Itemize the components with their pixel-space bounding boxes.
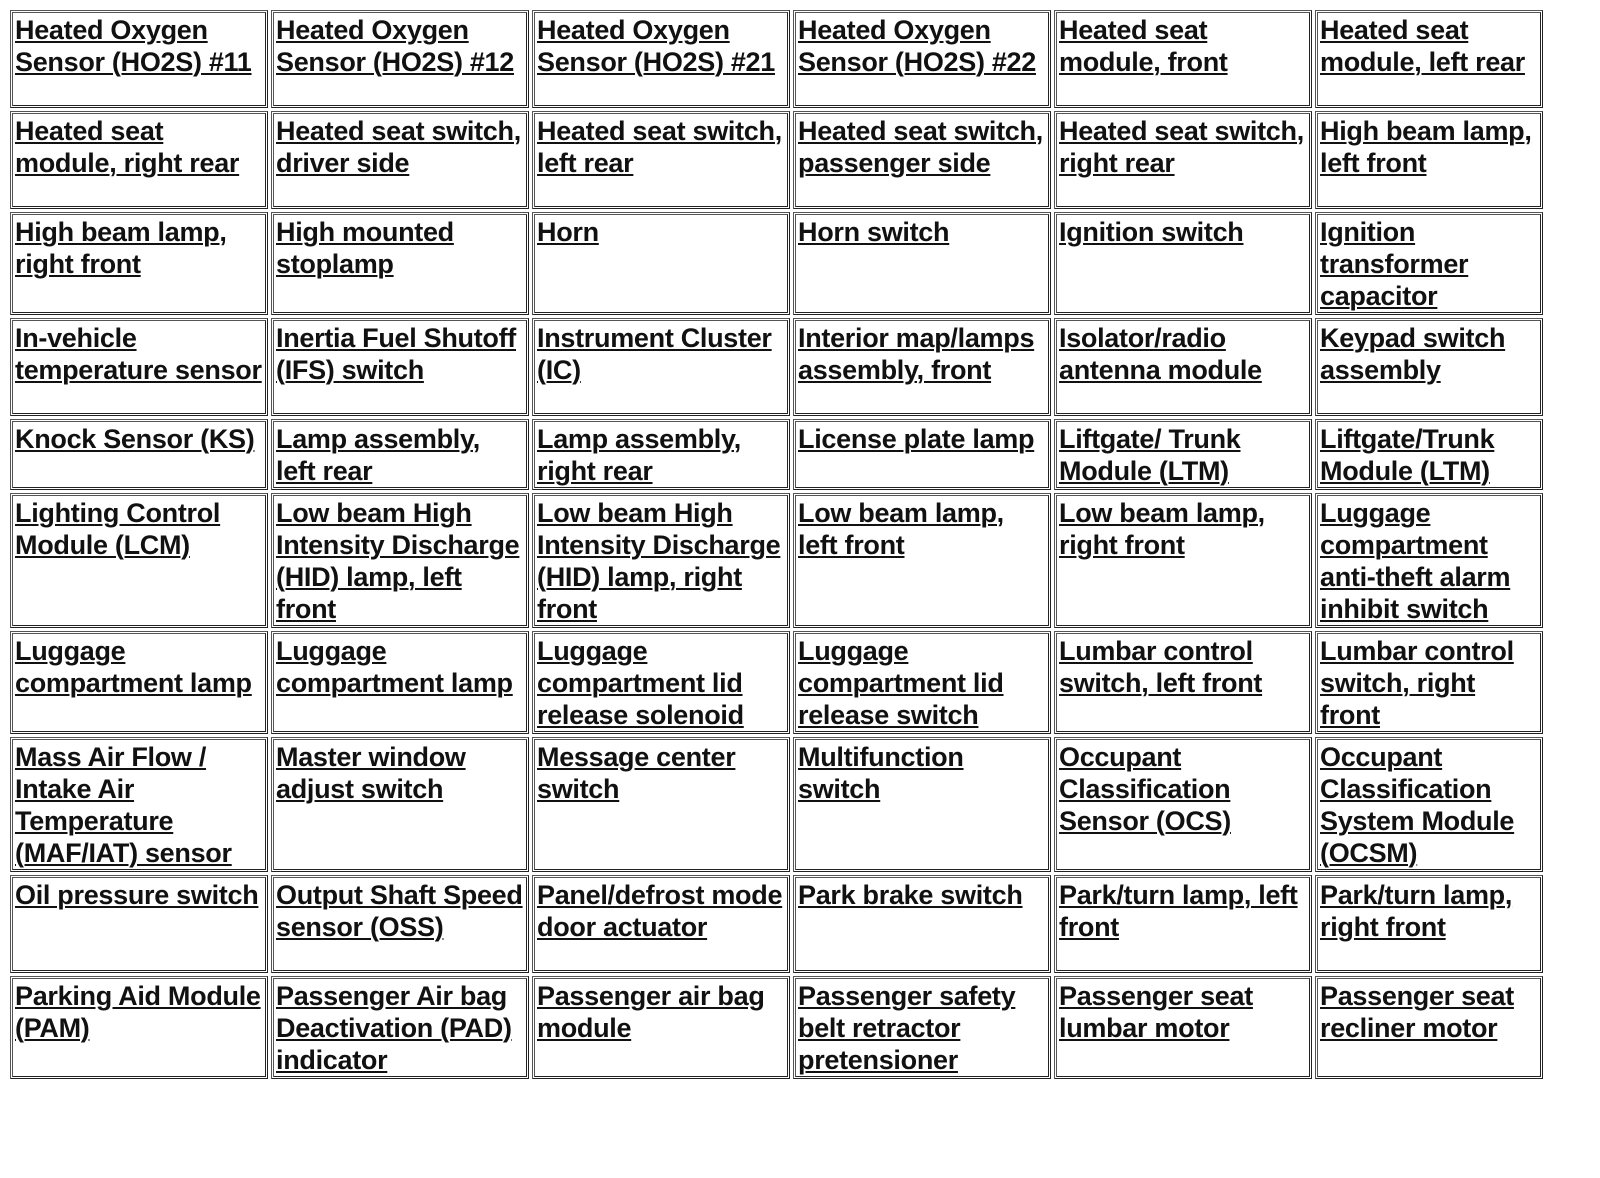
component-link[interactable]: Oil pressure switch bbox=[15, 880, 259, 910]
table-cell bbox=[271, 111, 529, 209]
table-cell bbox=[793, 976, 1051, 1079]
component-link[interactable]: Luggage compartment anti-theft alarm inhibit switch bbox=[1320, 498, 1511, 624]
table-cell bbox=[10, 111, 268, 209]
component-link[interactable]: Passenger seat lumbar motor bbox=[1059, 981, 1253, 1043]
component-link[interactable]: Instrument Cluster (IC) bbox=[537, 323, 772, 385]
table-cell bbox=[271, 493, 529, 628]
component-link[interactable]: Lamp assembly, left rear bbox=[276, 424, 480, 486]
table-row bbox=[10, 493, 1543, 628]
table-row bbox=[10, 111, 1543, 209]
table-cell bbox=[532, 493, 790, 628]
table-cell bbox=[10, 493, 268, 628]
table-cell bbox=[1315, 212, 1543, 315]
component-link[interactable]: Passenger air bag module bbox=[537, 981, 765, 1043]
table-cell bbox=[532, 875, 790, 973]
table-cell bbox=[10, 10, 268, 108]
component-index-table bbox=[7, 7, 1546, 1082]
component-link[interactable]: Luggage compartment lid release solenoid bbox=[537, 636, 744, 730]
table-cell bbox=[793, 111, 1051, 209]
component-link[interactable]: Heated seat switch, passenger side bbox=[798, 116, 1043, 178]
table-cell bbox=[271, 419, 529, 490]
component-link[interactable]: Passenger Air bag Deactivation (PAD) indicator bbox=[276, 981, 512, 1075]
component-link[interactable]: Passenger seat recliner motor bbox=[1320, 981, 1514, 1043]
table-cell bbox=[10, 631, 268, 734]
component-link[interactable]: Master window adjust switch bbox=[276, 742, 466, 804]
table-cell bbox=[532, 631, 790, 734]
component-link[interactable]: Low beam High Intensity Discharge (HID) lamp, right front bbox=[537, 498, 781, 624]
component-link[interactable]: In-vehicle temperature sensor bbox=[15, 323, 262, 385]
component-link[interactable]: Heated Oxygen Sensor (HO2S) #22 bbox=[798, 15, 1036, 77]
component-link[interactable]: Luggage compartment lamp bbox=[276, 636, 513, 698]
table-row bbox=[10, 419, 1543, 490]
component-link[interactable]: Mass Air Flow / Intake Air Temperature (MAF/IAT) sensor bbox=[15, 742, 232, 868]
table-cell bbox=[793, 212, 1051, 315]
component-link[interactable]: Luggage compartment lid release switch bbox=[798, 636, 1004, 730]
table-cell bbox=[1054, 493, 1312, 628]
table-cell bbox=[10, 976, 268, 1079]
component-link[interactable]: Interior map/lamps assembly, front bbox=[798, 323, 1035, 385]
table-row bbox=[10, 318, 1543, 416]
table-cell bbox=[1315, 111, 1543, 209]
table-cell bbox=[10, 875, 268, 973]
component-link[interactable]: Lighting Control Module (LCM) bbox=[15, 498, 221, 560]
table-cell bbox=[532, 111, 790, 209]
table-cell bbox=[271, 737, 529, 872]
component-link[interactable]: Heated seat switch, left rear bbox=[537, 116, 782, 178]
component-link[interactable]: Heated seat switch, right rear bbox=[1059, 116, 1304, 178]
table-cell bbox=[1054, 631, 1312, 734]
component-link[interactable]: Liftgate/ Trunk Module (LTM) bbox=[1059, 424, 1241, 486]
table-row bbox=[10, 875, 1543, 973]
component-link[interactable]: High mounted stoplamp bbox=[276, 217, 454, 279]
table-cell bbox=[1054, 875, 1312, 973]
component-link[interactable]: Lumbar control switch, left front bbox=[1059, 636, 1263, 698]
table-row bbox=[10, 212, 1543, 315]
component-link[interactable]: Occupant Classification System Module (OCSM) bbox=[1320, 742, 1515, 868]
component-link[interactable]: Lumbar control switch, right front bbox=[1320, 636, 1514, 730]
table-cell bbox=[1054, 419, 1312, 490]
table-cell bbox=[1315, 631, 1543, 734]
table-cell bbox=[1315, 976, 1543, 1079]
table-cell bbox=[271, 875, 529, 973]
table-cell bbox=[1054, 111, 1312, 209]
component-link[interactable]: Heated Oxygen Sensor (HO2S) #21 bbox=[537, 15, 775, 77]
table-row bbox=[10, 976, 1543, 1079]
component-link[interactable]: Parking Aid Module (PAM) bbox=[15, 981, 261, 1043]
component-link[interactable]: Horn switch bbox=[798, 217, 950, 247]
table-row bbox=[10, 737, 1543, 872]
table-cell bbox=[10, 212, 268, 315]
component-link[interactable]: High beam lamp, right front bbox=[15, 217, 227, 279]
table-cell bbox=[1315, 875, 1543, 973]
component-link[interactable]: High beam lamp, left front bbox=[1320, 116, 1532, 178]
component-link[interactable]: Low beam High Intensity Discharge (HID) lamp, left front bbox=[276, 498, 520, 624]
table-cell bbox=[1315, 318, 1543, 416]
component-link[interactable]: Occupant Classification Sensor (OCS) bbox=[1059, 742, 1231, 836]
table-cell bbox=[10, 318, 268, 416]
table-cell bbox=[271, 631, 529, 734]
component-link[interactable]: Heated seat module, right rear bbox=[15, 116, 240, 178]
table-cell bbox=[1315, 493, 1543, 628]
component-link[interactable]: Park/turn lamp, right front bbox=[1320, 880, 1513, 942]
table-cell bbox=[793, 737, 1051, 872]
component-link[interactable]: Ignition transformer capacitor bbox=[1320, 217, 1469, 311]
table-cell bbox=[271, 10, 529, 108]
component-link[interactable]: Multifunction switch bbox=[798, 742, 964, 804]
table-cell bbox=[532, 419, 790, 490]
table-cell bbox=[1054, 976, 1312, 1079]
component-link[interactable]: Low beam lamp, right front bbox=[1059, 498, 1265, 560]
component-link[interactable]: Lamp assembly, right rear bbox=[537, 424, 741, 486]
component-link[interactable]: Ignition switch bbox=[1059, 217, 1244, 247]
table-cell bbox=[1315, 10, 1543, 108]
table-cell bbox=[793, 875, 1051, 973]
table-cell bbox=[1054, 10, 1312, 108]
table-cell bbox=[1315, 419, 1543, 490]
component-link[interactable]: Inertia Fuel Shutoff (IFS) switch bbox=[276, 323, 516, 385]
component-link[interactable]: Low beam lamp, left front bbox=[798, 498, 1004, 560]
component-link[interactable]: Knock Sensor (KS) bbox=[15, 424, 255, 454]
table-row bbox=[10, 631, 1543, 734]
component-link[interactable]: Heated Oxygen Sensor (HO2S) #11 bbox=[15, 15, 252, 77]
table-cell bbox=[793, 318, 1051, 416]
component-link[interactable]: Passenger safety belt retractor pretensioner bbox=[798, 981, 1016, 1075]
table-cell bbox=[1054, 737, 1312, 872]
table-cell bbox=[793, 493, 1051, 628]
table-cell bbox=[10, 419, 268, 490]
table-cell bbox=[10, 737, 268, 872]
table-cell bbox=[793, 10, 1051, 108]
component-link[interactable]: Liftgate/Trunk Module (LTM) bbox=[1320, 424, 1495, 486]
component-link[interactable]: Isolator/radio antenna module bbox=[1059, 323, 1262, 385]
component-link[interactable]: Output Shaft Speed sensor (OSS) bbox=[276, 880, 523, 942]
table-row bbox=[10, 10, 1543, 108]
component-link[interactable]: Horn bbox=[537, 217, 599, 247]
table-cell bbox=[532, 212, 790, 315]
table-cell bbox=[271, 212, 529, 315]
component-link[interactable]: Park brake switch bbox=[798, 880, 1023, 910]
table-cell bbox=[532, 976, 790, 1079]
component-link[interactable]: Heated seat switch, driver side bbox=[276, 116, 521, 178]
component-link[interactable]: Keypad switch assembly bbox=[1320, 323, 1506, 385]
component-link[interactable]: Luggage compartment lamp bbox=[15, 636, 252, 698]
table-cell bbox=[793, 631, 1051, 734]
table-cell bbox=[532, 318, 790, 416]
table-cell bbox=[532, 10, 790, 108]
table-cell bbox=[271, 976, 529, 1079]
table-cell bbox=[1054, 212, 1312, 315]
component-link[interactable]: License plate lamp bbox=[798, 424, 1035, 454]
component-link[interactable]: Heated seat module, left rear bbox=[1320, 15, 1525, 77]
component-link[interactable]: Heated seat module, front bbox=[1059, 15, 1228, 77]
table-cell bbox=[1054, 318, 1312, 416]
component-link[interactable]: Panel/defrost mode door actuator bbox=[537, 880, 783, 942]
table-cell bbox=[271, 318, 529, 416]
table-cell bbox=[1315, 737, 1543, 872]
table-cell bbox=[793, 419, 1051, 490]
component-link[interactable]: Heated Oxygen Sensor (HO2S) #12 bbox=[276, 15, 514, 77]
component-link[interactable]: Message center switch bbox=[537, 742, 736, 804]
component-link[interactable]: Park/turn lamp, left front bbox=[1059, 880, 1298, 942]
table-cell bbox=[532, 737, 790, 872]
